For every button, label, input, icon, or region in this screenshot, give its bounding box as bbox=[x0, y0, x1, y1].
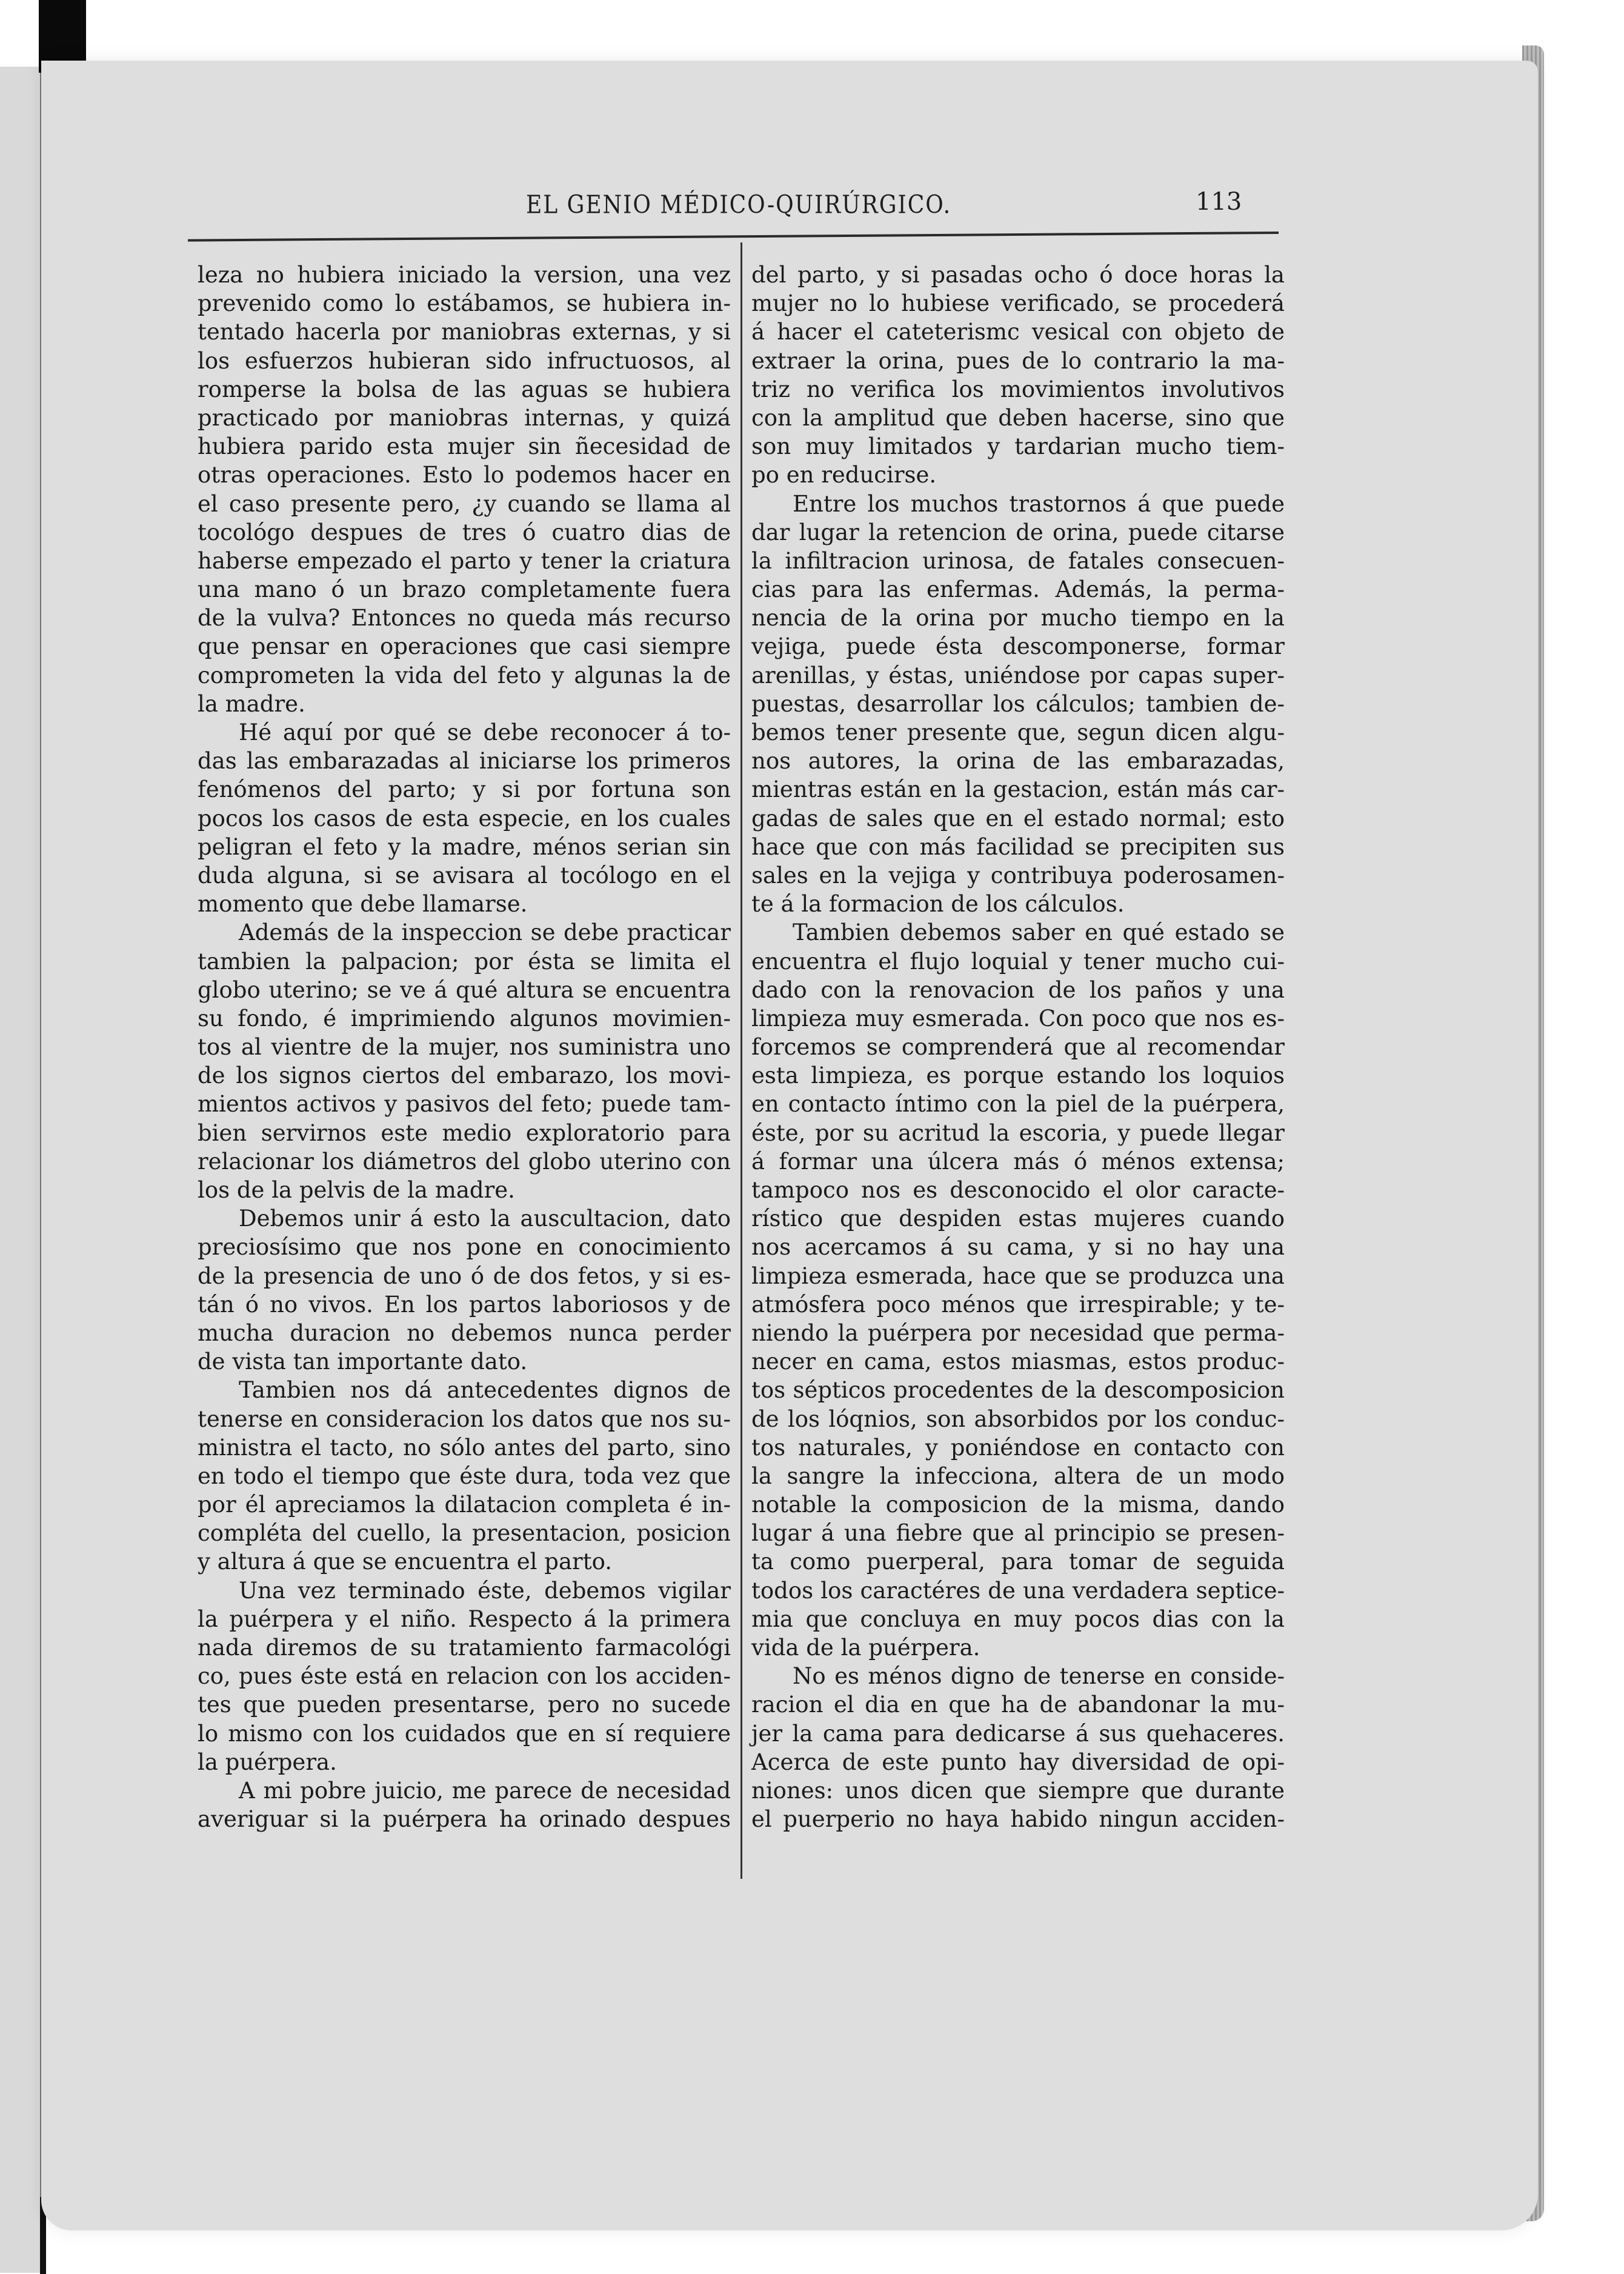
right-column bbox=[751, 261, 1285, 1833]
text-line: á hacer el cateterismc vesical con objeto de bbox=[751, 319, 1285, 345]
text-line: peligran el feto y la madre, ménos serian sin bbox=[198, 833, 731, 860]
text-line: tentado hacerla por maniobras externas, y si bbox=[198, 319, 731, 345]
text-line: momento que debe llamarse. bbox=[198, 891, 528, 918]
text-line: vejiga, puede ésta descomponerse, formar bbox=[751, 633, 1285, 660]
text-line: comprometen la vida del feto y algunas la de bbox=[198, 662, 731, 689]
text-line: lo mismo con los cuidados que en sí requiere bbox=[198, 1720, 731, 1747]
text-line: Tambien nos dá antecedentes dignos de bbox=[239, 1377, 731, 1404]
text-line: averiguar si la puérpera ha orinado despues bbox=[198, 1806, 731, 1833]
text-line: de la vulva? Entonces no queda más recurso bbox=[198, 605, 731, 632]
text-line: notable la composicion de la misma, dando bbox=[751, 1492, 1285, 1518]
text-line: ta como puerperal, para tomar de seguida bbox=[751, 1549, 1285, 1575]
text-line: practicado por maniobras internas, y quizá bbox=[198, 404, 731, 431]
text-line: éste, por su acritud la escoria, y puede llegar bbox=[751, 1119, 1285, 1146]
text-line: tes que pueden presentarse, pero no sucede bbox=[198, 1692, 731, 1718]
text-line: arenillas, y éstas, uniéndose por capas super- bbox=[751, 662, 1285, 689]
text-line: Una vez terminado éste, debemos vigilar bbox=[239, 1577, 731, 1604]
text-line: lugar á una fiebre que al principio se presen- bbox=[751, 1520, 1285, 1547]
text-line: A mi pobre juicio, me parece de necesidad bbox=[239, 1777, 731, 1804]
text-line: el caso presente pero, ¿y cuando se llama al bbox=[198, 490, 731, 517]
text-line: nencia de la orina por mucho tiempo en la bbox=[751, 605, 1285, 632]
text-line: gadas de sales que en el estado normal; esto bbox=[751, 805, 1285, 832]
text-line: haberse empezado el parto y tener la criatura bbox=[198, 547, 731, 574]
text-line: la sangre la infecciona, altera de un modo bbox=[751, 1462, 1285, 1489]
text-line: dar lugar la retencion de orina, puede citarse bbox=[751, 519, 1285, 545]
text-line: limpieza muy esmerada. Con poco que nos es- bbox=[751, 1005, 1285, 1032]
text-line: el puerperio no haya habido ningun acciden- bbox=[751, 1806, 1285, 1833]
text-line: leza no hubiera iniciado la version, una vez bbox=[198, 262, 731, 288]
text-line: del parto, y si pasadas ocho ó doce horas la bbox=[751, 262, 1285, 288]
text-line: jer la cama para dedicarse á sus quehaceres. bbox=[751, 1720, 1285, 1747]
text-line: te á la formacion de los cálculos. bbox=[751, 891, 1125, 918]
text-line: po en reducirse. bbox=[751, 462, 937, 488]
text-line: hace que con más facilidad se precipiten sus bbox=[751, 833, 1285, 860]
text-line: No es ménos digno de tenerse en conside- bbox=[793, 1663, 1285, 1690]
text-line: mia que concluya en muy pocos dias con la bbox=[751, 1605, 1285, 1632]
text-line: la madre. bbox=[198, 690, 305, 717]
text-line: todos los caractéres de una verdadera septice- bbox=[751, 1577, 1285, 1604]
text-line: dado con la renovacion de los paños y una bbox=[751, 976, 1285, 1003]
text-line: mujer no lo hubiese verificado, se procederá bbox=[751, 290, 1285, 317]
text-line: Además de la inspeccion se debe practicar bbox=[239, 919, 731, 946]
running-head: EL GENIO MÉDICO-QUIRÚRGICO. bbox=[526, 190, 952, 220]
text-line: tán ó no vivos. En los partos laboriosos y de bbox=[198, 1291, 731, 1318]
text-line: puestas, desarrollar los cálculos; tambien de- bbox=[751, 690, 1285, 717]
text-line: los esfuerzos hubieran sido infructuosos, al bbox=[198, 347, 731, 374]
text-line: Tambien debemos saber en qué estado se bbox=[793, 919, 1285, 946]
text-line: que pensar en operaciones que casi siempre bbox=[198, 633, 731, 660]
text-line: sales en la vejiga y contribuya poderosamen- bbox=[751, 862, 1285, 889]
text-line: los de la pelvis de la madre. bbox=[198, 1177, 515, 1203]
text-line: duda alguna, si se avisara al tocólogo en el bbox=[198, 862, 731, 889]
text-line: cias para las enfermas. Además, la perma- bbox=[751, 576, 1285, 603]
text-line: prevenido como lo estábamos, se hubiera in- bbox=[198, 290, 731, 317]
text-line: preciosísimo que nos pone en conocimiento bbox=[198, 1234, 731, 1261]
text-line: ministra el tacto, no sólo antes del parto, sino bbox=[198, 1434, 731, 1461]
text-line: niendo la puérpera por necesidad que perma- bbox=[751, 1319, 1285, 1346]
text-line: globo uterino; se ve á qué altura se encuentra bbox=[198, 976, 731, 1003]
text-line: triz no verifica los movimientos involutivos bbox=[751, 376, 1285, 402]
text-line: con la amplitud que deben hacerse, sino que bbox=[751, 404, 1285, 431]
text-line: racion el dia en que ha de abandonar la mu- bbox=[751, 1692, 1285, 1718]
text-line: en todo el tiempo que éste dura, toda vez que bbox=[198, 1462, 731, 1489]
text-line: la puérpera. bbox=[198, 1749, 337, 1775]
text-line: otras operaciones. Esto lo podemos hacer en bbox=[198, 462, 731, 488]
text-line: tos al vientre de la mujer, nos suministra uno bbox=[198, 1034, 731, 1061]
column-divider bbox=[740, 242, 742, 1879]
text-line: hubiera parido esta mujer sin ñecesidad de bbox=[198, 433, 731, 460]
text-line: tampoco nos es desconocido el olor caracte- bbox=[751, 1177, 1285, 1203]
text-line: niones: unos dicen que siempre que durante bbox=[751, 1777, 1285, 1804]
text-line: forcemos se comprenderá que al recomendar bbox=[751, 1034, 1285, 1061]
text-line: de la presencia de uno ó de dos fetos, y si es- bbox=[198, 1262, 731, 1289]
text-line: son muy limitados y tardarian mucho tiem- bbox=[751, 433, 1285, 460]
text-line: tambien la palpacion; por ésta se limita el bbox=[198, 948, 731, 975]
text-line: esta limpieza, es porque estando los loquios bbox=[751, 1062, 1285, 1089]
text-line: de los signos ciertos del embarazo, los movi- bbox=[198, 1062, 731, 1089]
text-line: la puérpera y el niño. Respecto á la primera bbox=[198, 1605, 731, 1632]
text-line: de vista tan importante dato. bbox=[198, 1349, 528, 1375]
text-line: de los lóqnios, son absorbidos por los conduc- bbox=[751, 1405, 1285, 1432]
text-line: extraer la orina, pues de lo contrario la ma- bbox=[751, 347, 1285, 374]
text-line: mientos activos y pasivos del feto; puede tam- bbox=[198, 1091, 731, 1118]
text-line: nos acercamos á su cama, y si no hay una bbox=[751, 1234, 1285, 1261]
text-line: la infiltracion urinosa, de fatales consecuen- bbox=[751, 547, 1285, 574]
text-line: nos autores, la orina de las embarazadas, bbox=[751, 748, 1285, 775]
text-line: Acerca de este punto hay diversidad de opi- bbox=[751, 1749, 1285, 1775]
text-line: co, pues éste está en relacion con los acciden- bbox=[198, 1663, 731, 1690]
text-line: bien servirnos este medio exploratorio para bbox=[198, 1119, 731, 1146]
left-column bbox=[198, 261, 731, 1833]
text-line: relacionar los diámetros del globo uterino con bbox=[198, 1148, 731, 1175]
text-line: Hé aquí por qué se debe reconocer á to- bbox=[239, 719, 731, 745]
text-line: rístico que despiden estas mujeres cuando bbox=[751, 1205, 1285, 1232]
text-line: por él apreciamos la dilatacion completa é in- bbox=[198, 1492, 731, 1518]
text-line: en contacto íntimo con la piel de la puérpera, bbox=[751, 1091, 1285, 1118]
text-line: bemos tener presente que, segun dicen algu- bbox=[751, 719, 1285, 745]
text-line: atmósfera poco ménos que irrespirable; y te- bbox=[751, 1291, 1285, 1318]
page-number: 113 bbox=[1196, 188, 1242, 216]
text-line: encuentra el flujo loquial y tener mucho cui- bbox=[751, 948, 1285, 975]
text-line: mucha duracion no debemos nunca perder bbox=[198, 1319, 731, 1346]
text-line: das las embarazadas al iniciarse los primeros bbox=[198, 748, 731, 775]
text-line: tenerse en consideracion los datos que nos su- bbox=[198, 1405, 731, 1432]
text-line: una mano ó un brazo completamente fuera bbox=[198, 576, 731, 603]
text-line: Entre los muchos trastornos á que puede bbox=[793, 490, 1285, 517]
text-line: mientras están en la gestacion, están más car- bbox=[751, 776, 1285, 803]
previous-page-edge bbox=[0, 67, 41, 2273]
text-line: romperse la bolsa de las aguas se hubiera bbox=[198, 376, 731, 402]
text-line: vida de la puérpera. bbox=[751, 1635, 980, 1661]
text-line: necer en cama, estos miasmas, estos produc- bbox=[751, 1349, 1285, 1375]
text-line: fenómenos del parto; y si por fortuna son bbox=[198, 776, 731, 803]
text-line: pocos los casos de esta especie, en los cuales bbox=[198, 805, 731, 832]
text-line: y altura á que se encuentra el parto. bbox=[198, 1549, 612, 1575]
text-line: tos sépticos procedentes de la descomposicion bbox=[751, 1377, 1285, 1404]
text-line: compléta del cuello, la presentacion, posicion bbox=[198, 1520, 731, 1547]
text-line: á formar una úlcera más ó ménos extensa; bbox=[751, 1148, 1285, 1175]
text-line: tos naturales, y poniéndose en contacto con bbox=[751, 1434, 1285, 1461]
text-line: Debemos unir á esto la auscultacion, dato bbox=[239, 1205, 731, 1232]
text-line: nada diremos de su tratamiento farmacológi bbox=[198, 1635, 731, 1661]
text-line: su fondo, é imprimiendo algunos movimien- bbox=[198, 1005, 731, 1032]
text-line: tocológo despues de tres ó cuatro dias de bbox=[198, 519, 731, 545]
text-line: limpieza esmerada, hace que se produzca una bbox=[751, 1262, 1285, 1289]
